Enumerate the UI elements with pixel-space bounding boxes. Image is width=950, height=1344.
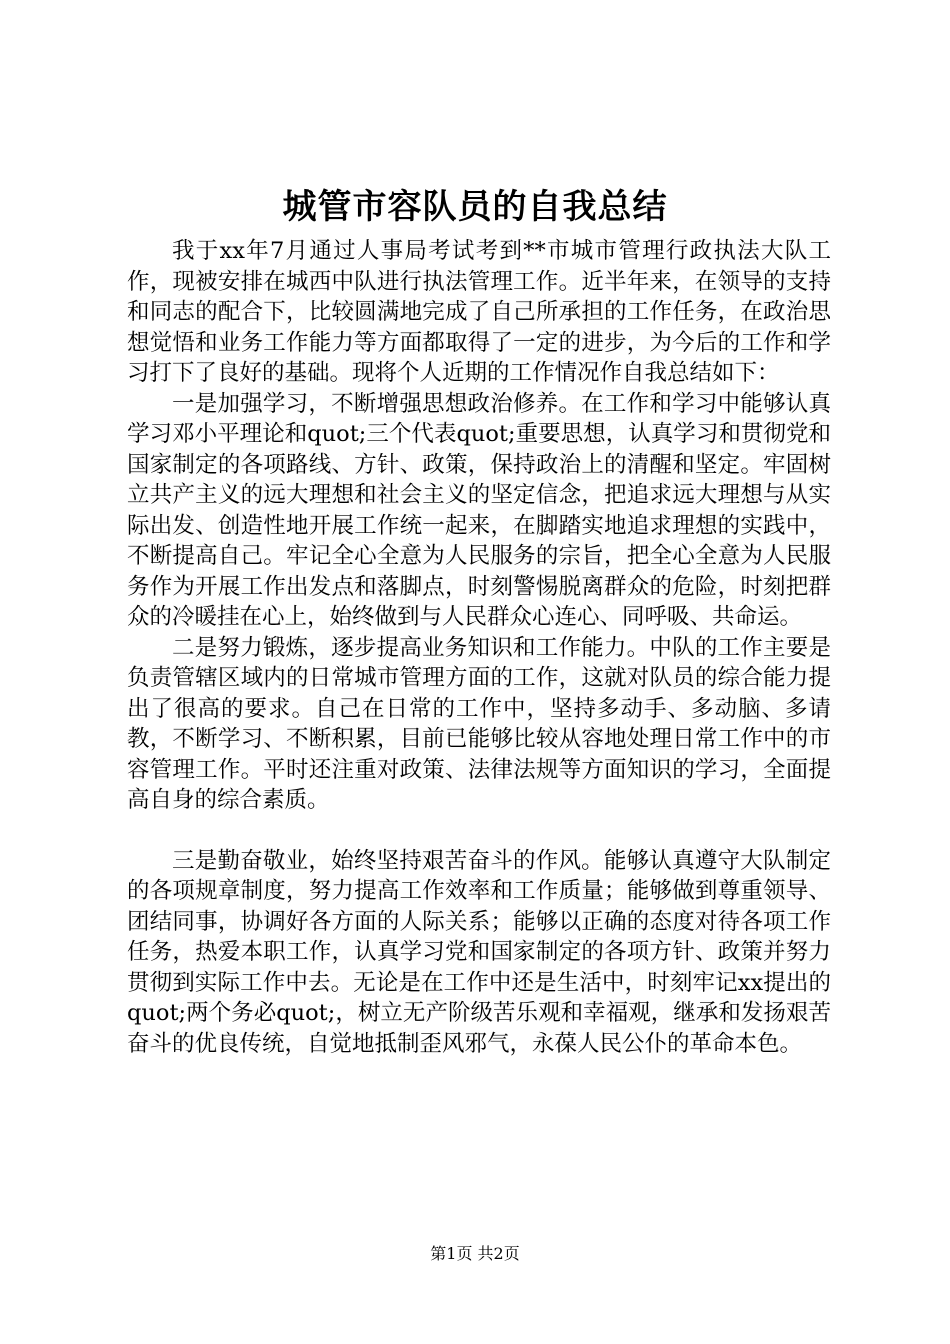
document-body: [127, 236, 831, 1059]
paragraph-training: 二是努力锻炼，逐步提高业务知识和工作能力。中队的工作主要是负责管辖区域内的日常城市管理方面的工作，这就对队员的综合能力提出了很高的要求。自己在日常的工作中，坚持多动手、多动脑、多请教，不断学习、不断积累，目前已能够比较从容地处理日常工作中的市容管理工作。平时还注重对政策、法律法规等方面知识的学习，全面提高自身的综合素质。: [127, 634, 831, 813]
paragraph-intro: 我于xx年7月通过人事局考试考到**市城市管理行政执法大队工作，现被安排在城西中队进行执法管理工作。近半年来，在领导的支持和同志的配合下，比较圆满地完成了自己所承担的工作任务，在政治思想觉悟和业务工作能力等方面都取得了一定的进步，为今后的工作和学习打下了良好的基础。现将个人近期的工作情况作自我总结如下：: [127, 238, 831, 386]
document-title: 城管市容队员的自我总结: [282, 187, 668, 227]
page-number-footer: 第1页 共2页: [430, 1244, 520, 1263]
paragraph-study: 一是加强学习，不断增强思想政治修养。在工作和学习中能够认真学习邓小平理论和quot;三个代表quot;重要思想，认真学习和贯彻党和国家制定的各项路线、方针、政策，保持政治上的清醒和坚定。牢固树立共产主义的远大理想和社会主义的坚定信念，把追求远大理想与从实际出发、创造性地开展工作统一起来，在脚踏实地追求理想的实践中，不断提高自己。牢记全心全意为人民服务的宗旨，把全心全意为人民服务作为开展工作出发点和落脚点，时刻警惕脱离群众的危险，时刻把群众的冷暖挂在心上，始终做到与人民群众心连心、同呼吸、共命运。: [127, 390, 831, 630]
paragraph-diligence: 三是勤奋敬业，始终坚持艰苦奋斗的作风。能够认真遵守大队制定的各项规章制度，努力提高工作效率和工作质量；能够做到尊重领导、团结同事，协调好各方面的人际关系；能够以正确的态度对待各项工作任务，热爱本职工作，认真学习党和国家制定的各项方针、政策并努力贯彻到实际工作中去。无论是在工作中还是生活中，时刻牢记xx提出的quot;两个务必quot;，树立无产阶级苦乐观和幸福观，继承和发扬艰苦奋斗的优良传统，自觉地抵制歪风邪气，永葆人民公仆的革命本色。: [127, 847, 831, 1057]
